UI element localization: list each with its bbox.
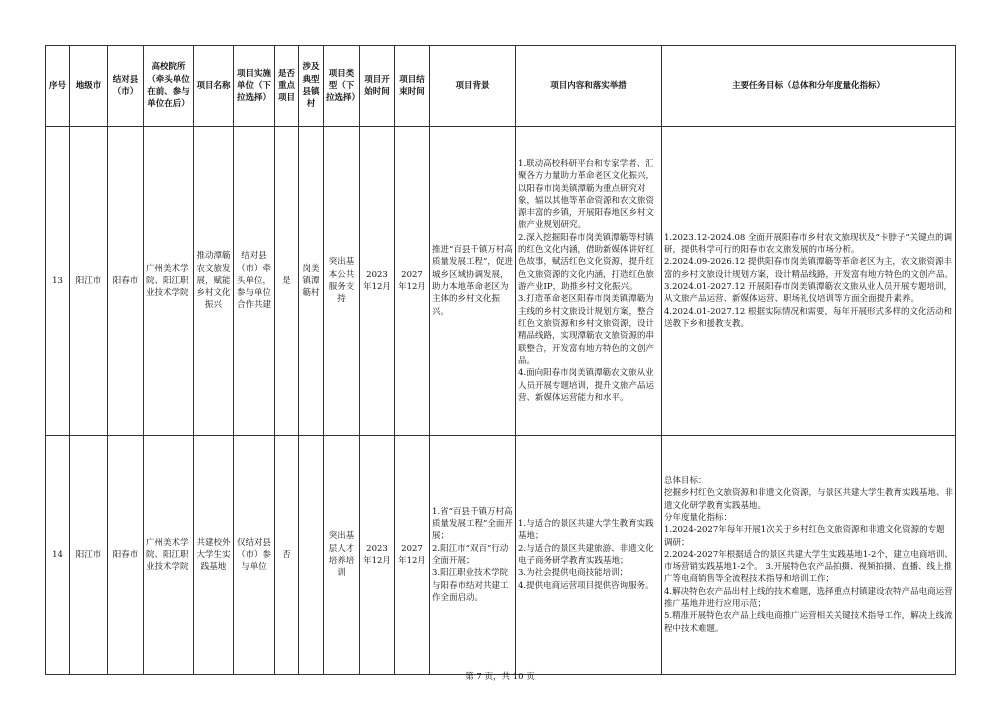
content-item: 4.提供电商运营项目提供咨询服务。 <box>518 580 654 591</box>
cell-background: 推进“百县千镇万村高质量发展工程”，促进城乡区域协调发展，助力本地革命老区为主体的乡村文化振兴。 <box>430 127 516 436</box>
content-item: 2.与适合的景区共建旅游、非遗文化电子商务研学教育实践基地； <box>518 543 654 566</box>
header-key: 是否重点项目 <box>275 46 299 127</box>
cell-county: 阳春市 <box>108 127 144 436</box>
page-number-footer: 第 7 页，共 10 页 <box>465 672 535 682</box>
cell-no: 14 <box>46 436 70 675</box>
goal-item: 2.2024-2027年根据适合的景区共建大学生实践基地1-2个，建立电商培训、市场营销实践基地1-2个。 3.开展特色农产品拍摄、视频拍摄、直播、线上推广等电商销售等全流程技术指导和培训工作； <box>664 549 953 585</box>
goal-item: 挖掘乡村红色文旅资源和非遗文化资源，与景区共建大学生教育实践基地、非遗文化研学教育实践基地。 <box>664 488 954 511</box>
cell-no: 13 <box>46 127 70 436</box>
content-item: 2.深入挖掘阳春市岗美镇潭簕等村镇的红色文化内涵，借助新媒体讲好红色故事，赋活红色文化资源，提升红色文旅资源的文化内涵，打造红色旅游产业IP，助推乡村文化振兴。 <box>518 232 655 292</box>
content-item: 3.为社会提供电商技能培训； <box>518 568 629 579</box>
goal-item: 4.2024.01-2027.12 根据实际情况和需要，每年开展形式多样的文化活动和送教下乡和援教支教。 <box>664 306 952 329</box>
content-item: 1.与适合的景区共建大学生教育实践基地； <box>518 519 654 542</box>
cell-type: 突出基层人才培养培训 <box>324 436 360 675</box>
cell-goals <box>662 436 956 675</box>
content-item: 1.联动高校科研平台和专家学者、汇聚各方力量助力革命老区文化振兴，以阳春市岗美镇潭簕为重点研究对象，辐以其他等革命资源和农文旅资源丰富的乡镇，开展阳春地区乡村文旅产业规划研究。 <box>518 158 655 231</box>
header-start: 项目开始时间 <box>360 46 395 127</box>
header-typical-town: 涉及典型县镇村 <box>299 46 324 127</box>
header-end: 项目结束时间 <box>395 46 430 127</box>
header-content: 项目内容和落实举措 <box>516 46 662 127</box>
header-background: 项目背景 <box>430 46 516 127</box>
cell-impl-unit: 结对县（市）牵头单位，参与单位合作共建 <box>234 127 275 436</box>
cell-school: 广州美术学院、阳江职业技术学院 <box>144 127 194 436</box>
cell-project-name: 共建校外大学生实践基地 <box>194 436 234 675</box>
background-item: 3.阳江职业技术学院与阳春市结对共建工作全面启动。 <box>432 568 509 603</box>
goal-item: 2.2024.09-2026.12 提供阳春市岗美镇潭簕等革命老区为主，农文旅资源丰富的乡村文旅设计规划方案，设计精品线路，开发富有地方特色的文创产品。 <box>664 257 954 280</box>
background-item: 1.省“百县千镇万村高质量发展工程”全面开展； <box>432 506 513 542</box>
cell-project-name: 推动潭簕农文旅发展，赋能乡村文化振兴 <box>194 127 234 436</box>
cell-typical-town: 岗美镇潭簕村 <box>299 127 324 436</box>
table-row <box>46 127 956 436</box>
cell-school: 广州美术学院、阳江职业技术学院 <box>144 436 194 675</box>
goal-item: 5.精准开展特色农产品上线电商推广运营相关关键技术指导工作，解决上线流程中技术难题。 <box>664 611 953 634</box>
cell-background <box>430 436 516 675</box>
background-item: 2.阳江市“双百”行动全面开展； <box>432 543 509 566</box>
header-county: 结对县（市） <box>108 46 144 127</box>
cell-county: 阳春市 <box>108 436 144 675</box>
cell-end: 2027年12月 <box>395 436 430 675</box>
cell-typical-town <box>299 436 324 675</box>
header-type: 项目类型（下拉选择） <box>324 46 360 127</box>
content-item: 3.打造革命老区阳春市岗美镇潭簕为主线的乡村文旅设计规划方案，整合红色文旅资源和乡村文旅资源，设计精品线路，实现潭簕农文旅资源的串联整合，开发富有地方特色的文创产品。 <box>518 294 655 366</box>
goal-item: 1.2024-2027年每年开展1次关于乡村红色文旅资源和非遗文化资源的专题调研； <box>664 525 945 548</box>
header-impl-unit: 项目实施单位（下拉选择） <box>234 46 275 127</box>
cell-start: 2023年12月 <box>360 436 395 675</box>
header-city: 地级市 <box>70 46 108 127</box>
cell-impl-unit: 仅结对县（市）参与单位 <box>234 436 275 675</box>
cell-goals <box>662 127 956 436</box>
cell-content <box>516 436 662 675</box>
header-school: 高校院所（牵头单位在前、参与单位在后） <box>144 46 194 127</box>
header-row <box>46 46 956 127</box>
project-table <box>45 45 956 675</box>
table-row <box>46 436 956 675</box>
cell-type: 突出基本公共服务支持 <box>324 127 360 436</box>
goal-item: 分年度量化指标： <box>664 512 733 523</box>
goal-item: 总体目标： <box>664 475 707 486</box>
content-item: 4.面向阳春市岗美镇潭簕农文旅从业人员开展专题培训，提升文旅产品运营、新媒体运营能力和水平。 <box>518 368 655 403</box>
cell-key: 否 <box>275 436 299 675</box>
goal-item: 1.2023.12-2024.08 全面开展阳春市乡村农文旅现状及“卡脖子”关键点的调研，提供科学可行的阳春市农文旅发展的市场分析。 <box>664 232 953 256</box>
header-project-name: 项目名称 <box>194 46 234 127</box>
cell-content <box>516 127 662 436</box>
header-goals: 主要任务目标（总体和分年度量化指标） <box>662 46 956 127</box>
cell-start: 2023年12月 <box>360 127 395 436</box>
goal-item: 4.解决特色农产品出村上线的技术难题，选择重点村镇建设农特产品电商运营推广基地并进行应用示范； <box>664 586 953 610</box>
cell-end: 2027年12月 <box>395 127 430 436</box>
cell-city: 阳江市 <box>70 127 108 436</box>
cell-city: 阳江市 <box>70 436 108 675</box>
header-no: 序号 <box>46 46 70 127</box>
goal-item: 3.2024.01-2027.12 开展阳春市岗美镇潭簕农文旅从业人员开展专题培训，从文旅产品运营、新媒体运营、职场礼仪培训等方面全面提升素养。 <box>664 282 952 305</box>
cell-key: 是 <box>275 127 299 436</box>
